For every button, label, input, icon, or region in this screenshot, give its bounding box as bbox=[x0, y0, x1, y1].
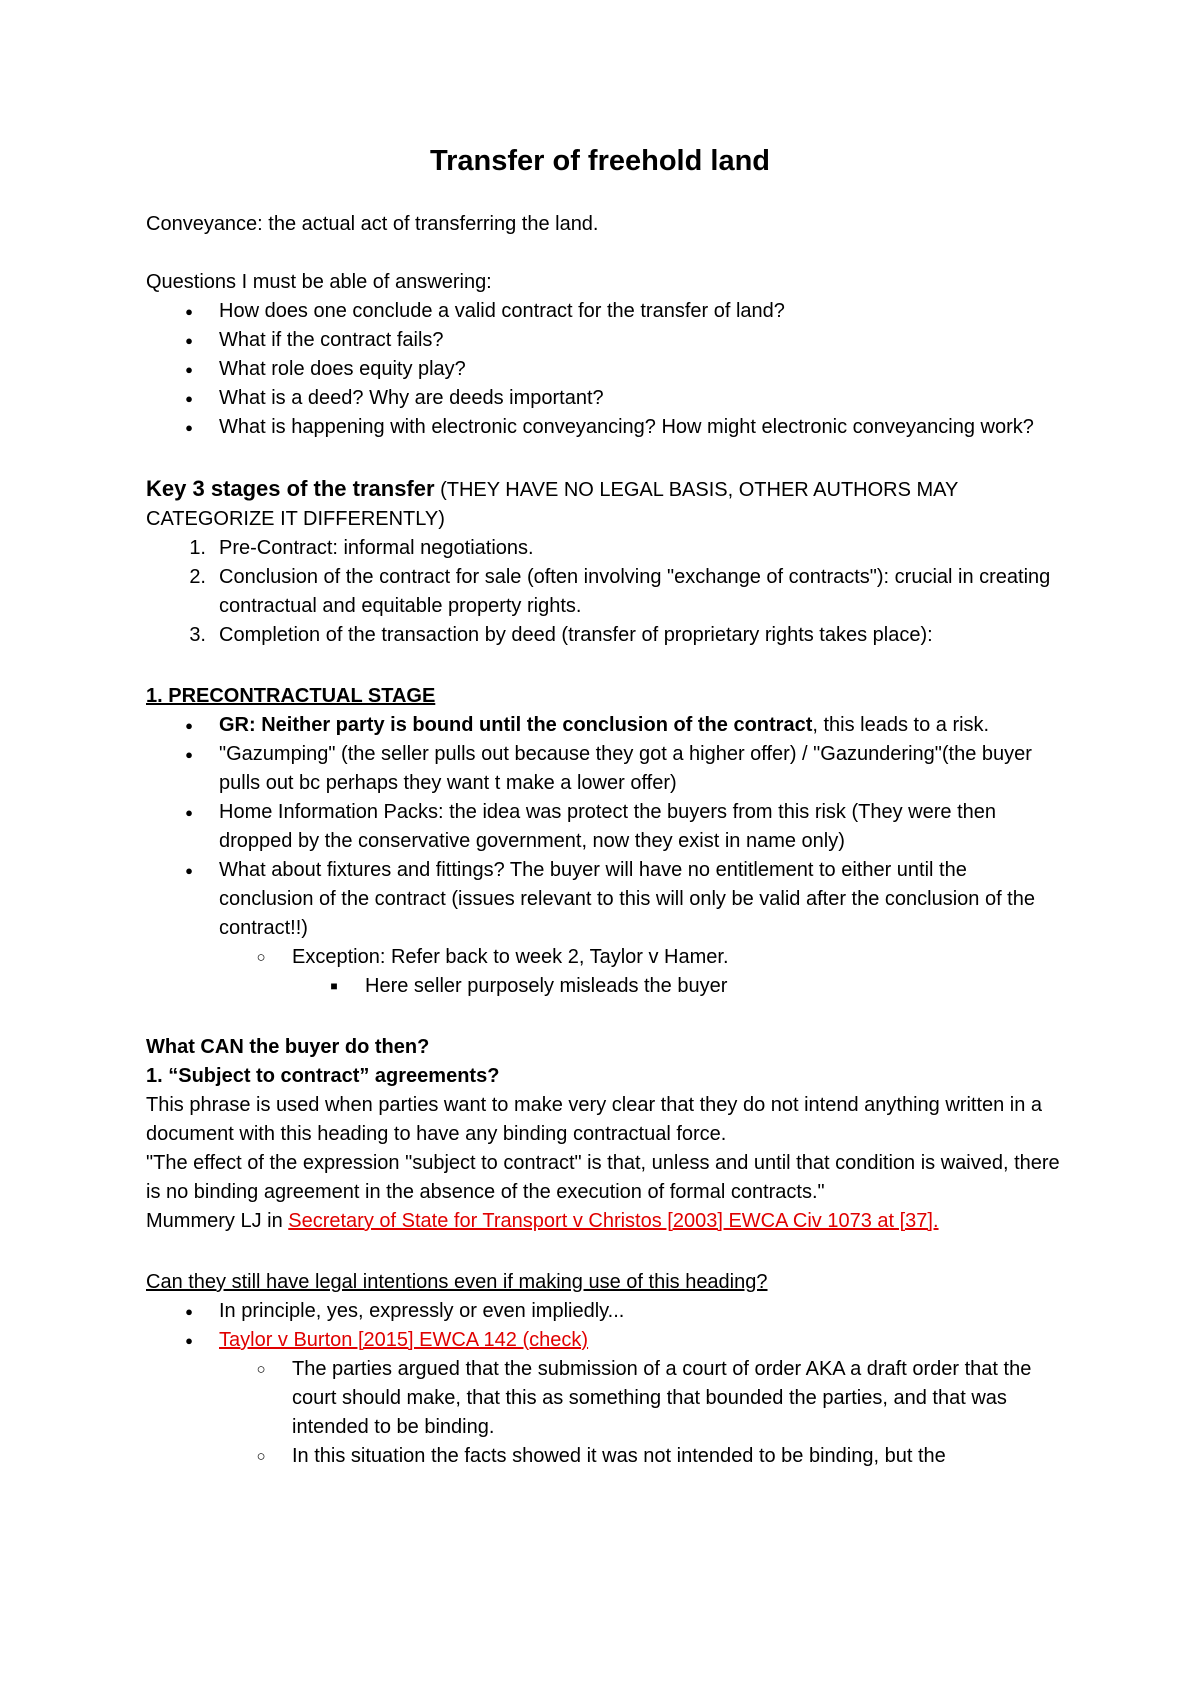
list-item: ● What role does equity play? bbox=[146, 355, 1066, 384]
square-bullet-icon bbox=[319, 972, 349, 1001]
list-item: 2. Conclusion of the contract for sale (often involving "exchange of contracts"): crucial in creating contractual and equitable property rights. bbox=[189, 566, 1051, 617]
list-item: ● What about fixtures and fittings? The buyer will have no entitlement to either until the conclusion of the contract (issues relevant to this will only be valid after the conclusion of the contract!!) bbox=[146, 856, 1066, 943]
circle-bullet-icon bbox=[246, 1442, 276, 1471]
list-item bbox=[146, 1326, 1066, 1355]
list-item: ○ The parties argued that the submission of a court of order AKA a draft order that the court should make, that this as something that bounded the parties, and that was intended to be binding. bbox=[146, 1355, 1066, 1442]
subject-to-contract-para: This phrase is used when parties want to make very clear that they do not intend anything written in a document with this heading to have any binding contractual force. bbox=[146, 1094, 1043, 1145]
list-item: ● In principle, yes, expressly or even impliedly... bbox=[146, 1297, 1066, 1326]
bullet-icon bbox=[174, 798, 204, 828]
questions-heading: Questions I must be able of answering: bbox=[146, 271, 492, 293]
list-item: ■ Here seller purposely misleads the buyer bbox=[146, 972, 1066, 1001]
quote-para: "The effect of the expression "subject to contract" is that, unless and until that condition is waived, there is no binding agreement in the absence of the execution of formal contracts." bbox=[146, 1152, 1060, 1203]
list-item: 3. Completion of the transaction by deed (transfer of proprietary rights takes place): bbox=[189, 624, 933, 646]
list-item: ● What is happening with electronic conveyancing? How might electronic conveyancing work? bbox=[146, 413, 1066, 442]
buyer-heading: What CAN the buyer do then? bbox=[146, 1036, 430, 1058]
list-item: 1. Pre-Contract: informal negotiations. bbox=[189, 537, 534, 559]
bullet-icon bbox=[174, 297, 204, 327]
list-item: ○ In this situation the facts showed it was not intended to be binding, but the bbox=[146, 1442, 1066, 1471]
bullet-icon bbox=[174, 384, 204, 414]
list-item: ● Home Information Packs: the idea was protect the buyers from this risk (They were then dropped by the conservative government, now they exist in name only) bbox=[146, 798, 1066, 856]
bullet-icon bbox=[174, 326, 204, 356]
precontract-heading: 1. PRECONTRACTUAL STAGE bbox=[146, 685, 436, 707]
precontract-list bbox=[146, 711, 1066, 1001]
bullet-icon bbox=[174, 1326, 204, 1356]
list-item: ● "Gazumping" (the seller pulls out because they got a higher offer) / "Gazundering"(the buyer pulls out bc perhaps they want t make a lower offer) bbox=[146, 740, 1066, 798]
questions-list bbox=[146, 297, 1066, 442]
quote-attribution: Mummery LJ in Secretary of State for Transport v Christos [2003] EWCA Civ 1073 at [37]. bbox=[146, 1210, 939, 1232]
bullet-icon bbox=[174, 1297, 204, 1327]
conveyance-definition: Conveyance: the actual act of transferring the land. bbox=[146, 213, 599, 235]
case-link-christos[interactable]: Secretary of State for Transport v Christos [2003] EWCA Civ 1073 at [37]. bbox=[288, 1210, 939, 1232]
list-item: ● What if the contract fails? bbox=[146, 326, 1066, 355]
list-item: ● How does one conclude a valid contract for the transfer of land? bbox=[146, 297, 1066, 326]
bullet-icon bbox=[174, 355, 204, 385]
legal-intentions-heading: Can they still have legal intentions even if making use of this heading? bbox=[146, 1271, 768, 1293]
list-item: ○ Exception: Refer back to week 2, Taylor v Hamer. bbox=[146, 943, 1066, 972]
document-title: Transfer of freehold land bbox=[430, 145, 770, 177]
stages-heading-bold: Key 3 stages of the transfer bbox=[146, 476, 435, 501]
stages-list bbox=[146, 534, 1066, 650]
circle-bullet-icon bbox=[246, 1355, 276, 1384]
document-body bbox=[146, 210, 1066, 1471]
bullet-icon bbox=[174, 711, 204, 741]
bullet-icon bbox=[174, 740, 204, 770]
circle-bullet-icon bbox=[246, 943, 276, 972]
stages-heading-note: (THEY HAVE NO LEGAL BASIS, OTHER AUTHORS MAY CATEGORIZE IT DIFFERENTLY) bbox=[146, 479, 959, 530]
list-item: ● GR: Neither party is bound until the conclusion of the contract, this leads to a risk. bbox=[146, 711, 1066, 740]
stages-heading bbox=[146, 474, 1066, 534]
case-link-taylor-burton[interactable]: Taylor v Burton [2015] EWCA 142 (check) bbox=[219, 1329, 589, 1351]
bullet-icon bbox=[174, 856, 204, 886]
bullet-icon bbox=[174, 413, 204, 443]
list-item: ● What is a deed? Why are deeds important? bbox=[146, 384, 1066, 413]
legal-intentions-list bbox=[146, 1297, 1066, 1471]
subject-to-contract-heading: 1. “Subject to contract” agreements? bbox=[146, 1065, 500, 1087]
